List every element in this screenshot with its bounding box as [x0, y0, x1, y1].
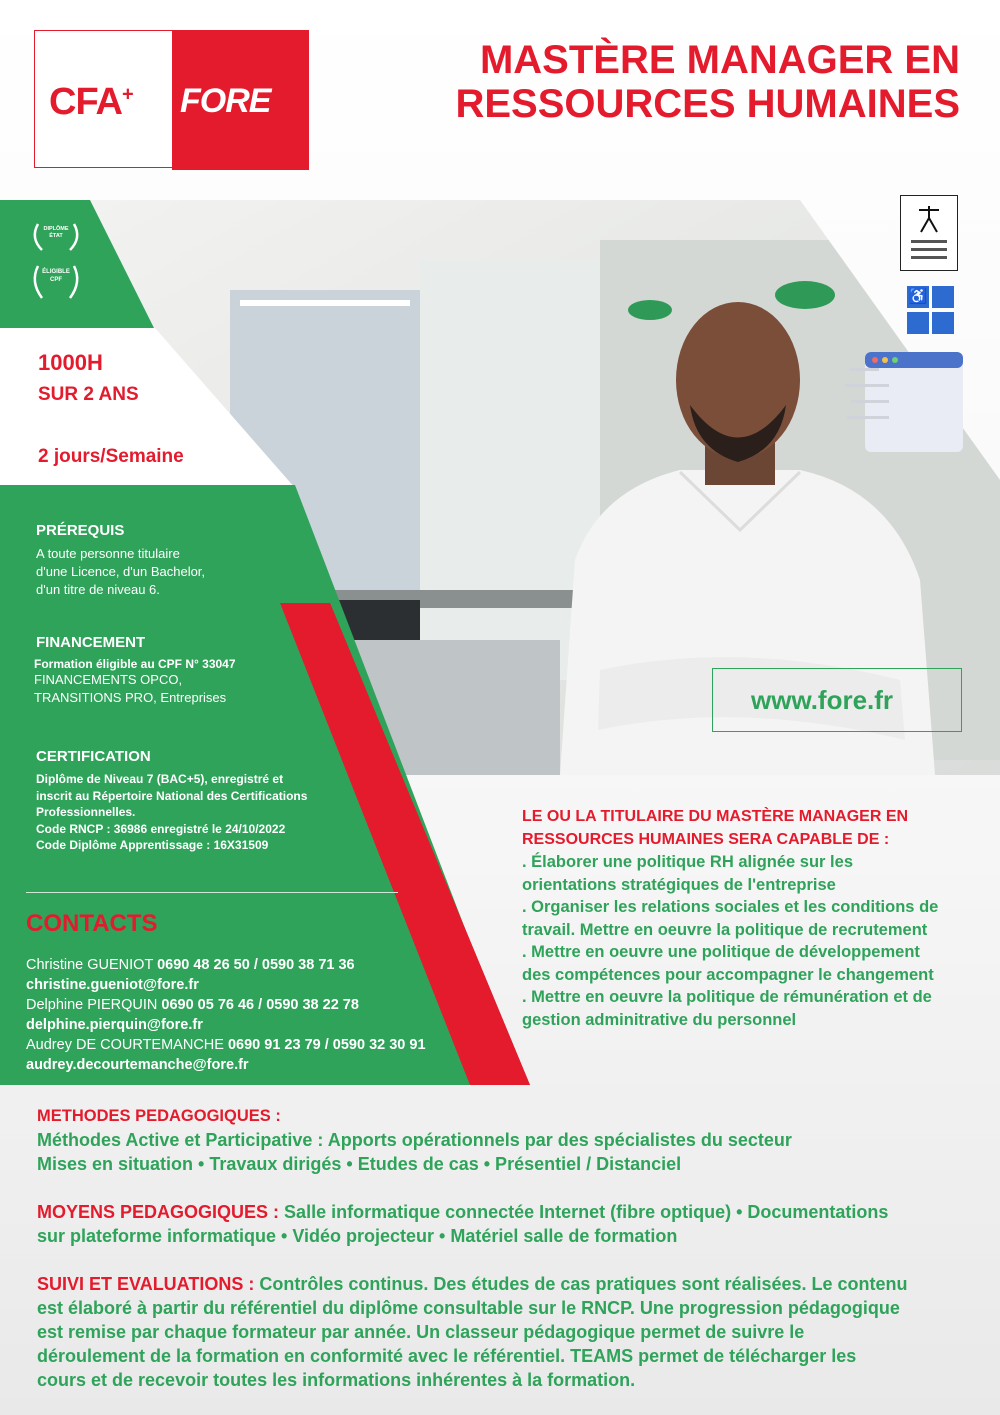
hours-duration: SUR 2 ANS	[38, 384, 139, 405]
financement-cpf: Formation éligible au CPF N° 33047	[34, 657, 236, 671]
hearing-icon	[932, 286, 954, 308]
suivi-line: cours et de recevoir toutes les informations inhérentes à la formation.	[37, 1370, 636, 1390]
logo-cfa-text: CFA+	[49, 81, 133, 123]
wheelchair-icon: ♿	[907, 286, 929, 308]
contact-row	[26, 1035, 506, 1055]
capable-line: . Élaborer une politique RH alignée sur les	[522, 853, 853, 871]
capable-line: des compétences pour accompagner le changement	[522, 965, 934, 984]
logo-fore-text: FORE	[180, 82, 271, 120]
hours-total: 1000H	[38, 350, 103, 375]
methodes-line: Mises en situation • Travaux dirigés • Etudes de cas • Présentiel / Distanciel	[37, 1154, 682, 1174]
capable-line: gestion adminitrative du personnel	[522, 1010, 797, 1029]
capable-heading	[522, 806, 992, 851]
capable-line: travail. Mettre en oeuvre la politique de recrutement	[522, 920, 928, 939]
title-line-1: MASTÈRE MANAGER EN	[479, 38, 960, 82]
methodes-heading: METHODES PEDAGOGIQUES :	[37, 1107, 281, 1125]
visual-icon	[932, 312, 954, 334]
contact-phones: 0690 91 23 79 / 0590 32 30 91	[227, 1037, 426, 1053]
capable-line: . Mettre en oeuvre une politique de développement	[522, 943, 920, 961]
certification-line: Code Diplôme Apprentissage : 16X31509	[36, 838, 269, 852]
prerequis-heading: PRÉREQUIS	[36, 522, 125, 539]
certification-section	[36, 748, 396, 854]
suivi-line: est remise par chaque formateur par année. Un classeur pédagogique permet de suivre le	[37, 1322, 805, 1342]
certification-heading: CERTIFICATION	[36, 748, 151, 765]
contact-email[interactable]: christine.gueniot@fore.fr	[26, 977, 199, 993]
prerequis-line: d'une Licence, d'un Bachelor,	[36, 564, 206, 579]
contact-row	[26, 955, 506, 975]
financement-line: FINANCEMENTS OPCO,	[34, 672, 183, 687]
capable-line: orientations stratégiques de l'entreprise	[522, 875, 836, 894]
capable-heading-line: LE OU LA TITULAIRE DU MASTÈRE MANAGER EN	[522, 808, 909, 825]
diplome-badge-label: DIPLÔME ÉTAT	[43, 226, 69, 239]
capable-line: . Mettre en oeuvre la politique de rémunération et de	[522, 988, 932, 1006]
cpf-badge	[28, 262, 84, 302]
divider	[26, 892, 398, 893]
page-title	[360, 38, 960, 126]
accessibility-icons	[907, 286, 957, 336]
suivi-line: est élaboré à partir du référentiel du diplôme consultable sur le RNCP. Une progression pédagogique	[37, 1298, 900, 1318]
contact-name: Christine GUENIOT	[26, 957, 154, 973]
capable-line: . Organiser les relations sociales et les conditions de	[522, 898, 939, 916]
capable-section	[522, 806, 992, 1031]
moyens-text: Salle informatique connectée Internet (fibre optique) • Documentations	[279, 1202, 889, 1222]
contact-name: Delphine PIERQUIN	[26, 997, 158, 1013]
suivi-section	[37, 1272, 982, 1392]
contact-email[interactable]: audrey.decourtemanche@fore.fr	[26, 1057, 249, 1073]
cognitive-icon	[907, 312, 929, 334]
suivi-heading: SUIVI ET EVALUATIONS :	[37, 1274, 255, 1294]
capable-heading-line: RESSOURCES HUMAINES SERA CAPABLE DE :	[522, 830, 890, 848]
contact-name: Audrey DE COURTEMANCHE	[26, 1037, 224, 1053]
financement-heading: FINANCEMENT	[36, 634, 146, 651]
certification-line: Code RNCP : 36986 enregistré le 24/10/2022	[36, 821, 286, 836]
moyens-line: sur plateforme informatique • Vidéo projecteur • Matériel salle de formation	[37, 1226, 678, 1246]
logo-left-panel	[34, 30, 172, 168]
accreditation-logo	[900, 195, 958, 271]
contacts-heading: CONTACTS	[26, 910, 158, 937]
contact-row	[26, 995, 506, 1015]
browser-window-icon	[845, 348, 965, 458]
contact-phones: 0690 48 26 50 / 0590 38 71 36	[157, 957, 355, 973]
suivi-line: déroulement de la formation en conformité avec le référentiel. TEAMS permet de télécharger les	[37, 1346, 857, 1366]
suivi-line	[37, 1272, 982, 1296]
title-line-2: RESSOURCES HUMAINES	[455, 82, 960, 126]
moyens-line	[37, 1200, 977, 1224]
contacts-list	[26, 955, 506, 1075]
logo-right-panel	[172, 30, 309, 170]
suivi-text: Contrôles continus. Des études de cas pratiques sont réalisées. Le contenu	[254, 1274, 908, 1294]
financement-line: TRANSITIONS PRO, Entreprises	[34, 690, 227, 705]
prerequis-line: A toute personne titulaire	[36, 546, 180, 561]
moyens-section	[37, 1200, 977, 1248]
website-link[interactable]: www.fore.fr	[751, 685, 894, 715]
contact-email[interactable]: delphine.pierquin@fore.fr	[26, 1017, 203, 1033]
website-box[interactable]	[712, 668, 962, 732]
moyens-heading: MOYENS PEDAGOGIQUES :	[37, 1202, 280, 1222]
cpf-badge-label: ÉLIGIBLE CPF	[42, 269, 70, 283]
methodes-line: Méthodes Active et Participative : Apports opérationnels par des spécialistes du secteur	[37, 1130, 792, 1150]
contact-phones: 0690 05 76 46 / 0590 38 22 78	[161, 997, 359, 1013]
diplome-badge	[28, 220, 84, 254]
hours-rhythm: 2 jours/Semaine	[38, 446, 184, 467]
certification-line: Professionnelles.	[36, 805, 136, 819]
methodes-section	[37, 1104, 977, 1176]
certification-line: Diplôme de Niveau 7 (BAC+5), enregistré et	[36, 772, 284, 786]
prerequis-section	[36, 522, 296, 599]
certification-line: inscrit au Répertoire National des Certifications	[36, 788, 308, 803]
prerequis-line: d'un titre de niveau 6.	[36, 582, 160, 597]
monument-icon	[901, 196, 957, 270]
logo	[34, 30, 309, 170]
financement-section	[34, 634, 334, 707]
